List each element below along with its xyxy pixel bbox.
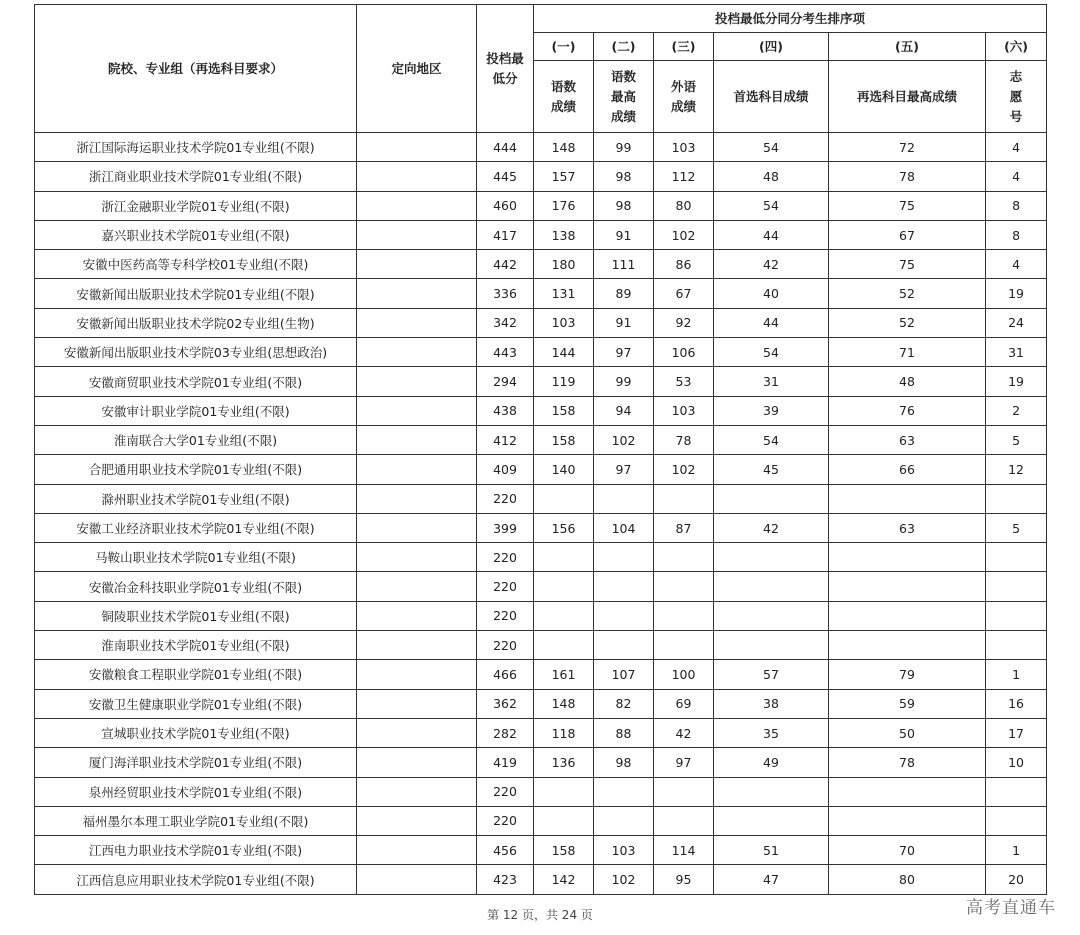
score-cell: 220: [477, 572, 534, 601]
header-sub-num: (一): [534, 33, 594, 61]
rank4-cell: 42: [714, 513, 829, 542]
rank1-cell: [534, 572, 594, 601]
table-row: [35, 865, 1047, 894]
rank3-cell: [654, 484, 714, 513]
rank3-cell: 112: [654, 162, 714, 191]
header-sub-label: 再选科目最高成绩: [829, 61, 986, 133]
rank1-cell: 144: [534, 338, 594, 367]
rank1-cell: 158: [534, 836, 594, 865]
rank6-cell: 19: [986, 279, 1047, 308]
score-cell: 220: [477, 484, 534, 513]
rank2-cell: 98: [594, 162, 654, 191]
region-cell: [357, 777, 477, 806]
score-cell: 466: [477, 660, 534, 689]
rank4-cell: 38: [714, 689, 829, 718]
score-cell: 362: [477, 689, 534, 718]
rank5-cell: [829, 543, 986, 572]
page-footer: 第 12 页，共 24 页: [487, 908, 593, 922]
table-row: [35, 133, 1047, 162]
school-cell: 浙江商业职业技术学院01专业组(不限): [35, 162, 357, 191]
table-row: [35, 220, 1047, 249]
rank5-cell: [829, 572, 986, 601]
rank4-cell: 47: [714, 865, 829, 894]
rank3-cell: 103: [654, 396, 714, 425]
watermark: 高考直通车: [966, 898, 1056, 918]
rank4-cell: 42: [714, 250, 829, 279]
table-row: [35, 543, 1047, 572]
score-cell: 442: [477, 250, 534, 279]
table-row: [35, 689, 1047, 718]
table-row: [35, 484, 1047, 513]
score-cell: 444: [477, 133, 534, 162]
rank5-cell: 72: [829, 133, 986, 162]
table-row: [35, 836, 1047, 865]
school-cell: 淮南职业技术学院01专业组(不限): [35, 631, 357, 660]
header-sub-num: (四): [714, 33, 829, 61]
rank1-cell: [534, 543, 594, 572]
school-cell: 合肥通用职业技术学院01专业组(不限): [35, 455, 357, 484]
rank6-cell: 5: [986, 513, 1047, 542]
rank1-cell: [534, 806, 594, 835]
rank6-cell: 16: [986, 689, 1047, 718]
header-school: 院校、专业组（再选科目要求）: [35, 5, 357, 133]
rank1-cell: 119: [534, 367, 594, 396]
rank5-cell: 63: [829, 425, 986, 454]
school-cell: 安徽卫生健康职业学院01专业组(不限): [35, 689, 357, 718]
rank1-cell: [534, 631, 594, 660]
rank2-cell: [594, 631, 654, 660]
rank1-cell: 180: [534, 250, 594, 279]
rank4-cell: [714, 543, 829, 572]
rank4-cell: [714, 631, 829, 660]
rank3-cell: [654, 572, 714, 601]
header-sub-num: (六): [986, 33, 1047, 61]
rank5-cell: [829, 631, 986, 660]
rank1-cell: 103: [534, 308, 594, 337]
rank4-cell: 45: [714, 455, 829, 484]
rank3-cell: 78: [654, 425, 714, 454]
school-cell: 泉州经贸职业技术学院01专业组(不限): [35, 777, 357, 806]
region-cell: [357, 836, 477, 865]
school-cell: 安徽新闻出版职业技术学院03专业组(思想政治): [35, 338, 357, 367]
header-sub-label: 语数最高成绩: [594, 61, 654, 133]
rank3-cell: [654, 631, 714, 660]
region-cell: [357, 133, 477, 162]
table-row: [35, 572, 1047, 601]
score-cell: 423: [477, 865, 534, 894]
rank1-cell: 176: [534, 191, 594, 220]
rank6-cell: 2: [986, 396, 1047, 425]
rank2-cell: 107: [594, 660, 654, 689]
rank4-cell: 54: [714, 425, 829, 454]
score-cell: 294: [477, 367, 534, 396]
table-row: [35, 631, 1047, 660]
rank4-cell: 39: [714, 396, 829, 425]
region-cell: [357, 220, 477, 249]
rank5-cell: 52: [829, 279, 986, 308]
rank2-cell: 97: [594, 455, 654, 484]
region-cell: [357, 631, 477, 660]
rank5-cell: 75: [829, 250, 986, 279]
rank6-cell: 5: [986, 425, 1047, 454]
rank3-cell: 103: [654, 133, 714, 162]
table-row: [35, 396, 1047, 425]
rank4-cell: 40: [714, 279, 829, 308]
rank3-cell: [654, 601, 714, 630]
rank4-cell: 54: [714, 191, 829, 220]
rank3-cell: 53: [654, 367, 714, 396]
rank3-cell: 95: [654, 865, 714, 894]
rank2-cell: [594, 806, 654, 835]
rank3-cell: 67: [654, 279, 714, 308]
rank6-cell: 1: [986, 836, 1047, 865]
header-sub-num: (三): [654, 33, 714, 61]
rank2-cell: 102: [594, 865, 654, 894]
school-cell: 浙江国际海运职业技术学院01专业组(不限): [35, 133, 357, 162]
rank1-cell: 158: [534, 425, 594, 454]
rank2-cell: 111: [594, 250, 654, 279]
rank5-cell: 70: [829, 836, 986, 865]
rank4-cell: [714, 777, 829, 806]
rank2-cell: [594, 572, 654, 601]
header-sub-label: 语数成绩: [534, 61, 594, 133]
rank1-cell: 148: [534, 133, 594, 162]
rank1-cell: 136: [534, 748, 594, 777]
rank4-cell: 54: [714, 338, 829, 367]
rank6-cell: 12: [986, 455, 1047, 484]
rank4-cell: 48: [714, 162, 829, 191]
table-row: [35, 513, 1047, 542]
region-cell: [357, 543, 477, 572]
region-cell: [357, 513, 477, 542]
rank3-cell: 102: [654, 220, 714, 249]
score-cell: 342: [477, 308, 534, 337]
region-cell: [357, 572, 477, 601]
rank4-cell: 35: [714, 718, 829, 747]
region-cell: [357, 806, 477, 835]
rank5-cell: 76: [829, 396, 986, 425]
rank3-cell: 106: [654, 338, 714, 367]
rank5-cell: 66: [829, 455, 986, 484]
score-cell: 220: [477, 777, 534, 806]
rank1-cell: 156: [534, 513, 594, 542]
header-sub-num: (二): [594, 33, 654, 61]
rank3-cell: 87: [654, 513, 714, 542]
rank2-cell: 104: [594, 513, 654, 542]
rank1-cell: 158: [534, 396, 594, 425]
rank5-cell: 67: [829, 220, 986, 249]
score-cell: 412: [477, 425, 534, 454]
score-cell: 220: [477, 601, 534, 630]
rank6-cell: 1: [986, 660, 1047, 689]
rank6-cell: [986, 806, 1047, 835]
table-row: [35, 308, 1047, 337]
score-cell: 220: [477, 806, 534, 835]
header-sub-label: 首选科目成绩: [714, 61, 829, 133]
rank2-cell: [594, 777, 654, 806]
rank6-cell: 17: [986, 718, 1047, 747]
rank1-cell: 131: [534, 279, 594, 308]
score-cell: 336: [477, 279, 534, 308]
rank6-cell: 10: [986, 748, 1047, 777]
rank2-cell: 94: [594, 396, 654, 425]
rank3-cell: [654, 777, 714, 806]
school-cell: 厦门海洋职业技术学院01专业组(不限): [35, 748, 357, 777]
rank5-cell: 71: [829, 338, 986, 367]
region-cell: [357, 191, 477, 220]
rank5-cell: 79: [829, 660, 986, 689]
rank2-cell: 102: [594, 425, 654, 454]
score-cell: 456: [477, 836, 534, 865]
rank3-cell: [654, 806, 714, 835]
rank5-cell: 80: [829, 865, 986, 894]
rank1-cell: 161: [534, 660, 594, 689]
rank2-cell: 82: [594, 689, 654, 718]
region-cell: [357, 689, 477, 718]
rank3-cell: 97: [654, 748, 714, 777]
rank6-cell: 19: [986, 367, 1047, 396]
table-row: [35, 367, 1047, 396]
school-cell: 福州墨尔本理工职业学院01专业组(不限): [35, 806, 357, 835]
school-cell: 淮南联合大学01专业组(不限): [35, 425, 357, 454]
table-row: [35, 162, 1047, 191]
rank4-cell: 51: [714, 836, 829, 865]
rank4-cell: 44: [714, 220, 829, 249]
rank2-cell: 103: [594, 836, 654, 865]
admission-score-table: [34, 4, 1047, 895]
score-cell: 460: [477, 191, 534, 220]
rank2-cell: 98: [594, 191, 654, 220]
rank1-cell: 142: [534, 865, 594, 894]
score-cell: 220: [477, 543, 534, 572]
rank5-cell: 75: [829, 191, 986, 220]
school-cell: 浙江金融职业学院01专业组(不限): [35, 191, 357, 220]
region-cell: [357, 425, 477, 454]
region-cell: [357, 601, 477, 630]
rank2-cell: 91: [594, 308, 654, 337]
rank6-cell: [986, 777, 1047, 806]
rank3-cell: 86: [654, 250, 714, 279]
school-cell: 江西信息应用职业技术学院01专业组(不限): [35, 865, 357, 894]
school-cell: 宣城职业技术学院01专业组(不限): [35, 718, 357, 747]
rank1-cell: 140: [534, 455, 594, 484]
rank3-cell: 114: [654, 836, 714, 865]
score-cell: 438: [477, 396, 534, 425]
region-cell: [357, 250, 477, 279]
table-row: [35, 660, 1047, 689]
rank6-cell: 20: [986, 865, 1047, 894]
header-sort-title: 投档最低分同分考生排序项: [534, 5, 1047, 33]
region-cell: [357, 718, 477, 747]
school-cell: 安徽冶金科技职业学院01专业组(不限): [35, 572, 357, 601]
school-cell: 安徽粮食工程职业学院01专业组(不限): [35, 660, 357, 689]
region-cell: [357, 484, 477, 513]
score-cell: 282: [477, 718, 534, 747]
rank6-cell: [986, 484, 1047, 513]
rank5-cell: [829, 484, 986, 513]
rank5-cell: 78: [829, 748, 986, 777]
region-cell: [357, 660, 477, 689]
score-cell: 445: [477, 162, 534, 191]
header-sub-label: 外语成绩: [654, 61, 714, 133]
score-cell: 417: [477, 220, 534, 249]
region-cell: [357, 162, 477, 191]
table-row: [35, 455, 1047, 484]
school-cell: 安徽新闻出版职业技术学院02专业组(生物): [35, 308, 357, 337]
table-row: [35, 338, 1047, 367]
score-cell: 409: [477, 455, 534, 484]
region-cell: [357, 748, 477, 777]
rank3-cell: 102: [654, 455, 714, 484]
rank4-cell: [714, 806, 829, 835]
table-row: [35, 601, 1047, 630]
rank1-cell: [534, 601, 594, 630]
table-row: [35, 748, 1047, 777]
score-cell: 399: [477, 513, 534, 542]
table-row: [35, 425, 1047, 454]
region-cell: [357, 279, 477, 308]
rank2-cell: [594, 484, 654, 513]
rank6-cell: 4: [986, 162, 1047, 191]
table-row: [35, 279, 1047, 308]
rank3-cell: [654, 543, 714, 572]
rank5-cell: 59: [829, 689, 986, 718]
rank3-cell: 92: [654, 308, 714, 337]
rank2-cell: [594, 601, 654, 630]
school-cell: 马鞍山职业技术学院01专业组(不限): [35, 543, 357, 572]
region-cell: [357, 455, 477, 484]
region-cell: [357, 396, 477, 425]
table-row: [35, 806, 1047, 835]
rank6-cell: [986, 631, 1047, 660]
table-row: [35, 191, 1047, 220]
rank5-cell: [829, 806, 986, 835]
rank2-cell: 98: [594, 748, 654, 777]
school-cell: 嘉兴职业技术学院01专业组(不限): [35, 220, 357, 249]
rank1-cell: 138: [534, 220, 594, 249]
header-sub-num: (五): [829, 33, 986, 61]
rank4-cell: 49: [714, 748, 829, 777]
rank5-cell: [829, 601, 986, 630]
rank2-cell: 89: [594, 279, 654, 308]
rank1-cell: [534, 777, 594, 806]
rank1-cell: 157: [534, 162, 594, 191]
region-cell: [357, 865, 477, 894]
score-cell: 419: [477, 748, 534, 777]
table-row: [35, 250, 1047, 279]
rank6-cell: [986, 572, 1047, 601]
rank2-cell: 97: [594, 338, 654, 367]
rank2-cell: [594, 543, 654, 572]
rank2-cell: 99: [594, 367, 654, 396]
score-cell: 220: [477, 631, 534, 660]
rank4-cell: 54: [714, 133, 829, 162]
school-cell: 安徽工业经济职业技术学院01专业组(不限): [35, 513, 357, 542]
rank6-cell: 8: [986, 191, 1047, 220]
score-cell: 443: [477, 338, 534, 367]
school-cell: 铜陵职业技术学院01专业组(不限): [35, 601, 357, 630]
rank5-cell: [829, 777, 986, 806]
rank4-cell: 44: [714, 308, 829, 337]
school-cell: 安徽中医药高等专科学校01专业组(不限): [35, 250, 357, 279]
rank3-cell: 100: [654, 660, 714, 689]
rank5-cell: 78: [829, 162, 986, 191]
rank5-cell: 50: [829, 718, 986, 747]
rank3-cell: 80: [654, 191, 714, 220]
school-cell: 安徽商贸职业技术学院01专业组(不限): [35, 367, 357, 396]
rank2-cell: 88: [594, 718, 654, 747]
rank6-cell: 4: [986, 250, 1047, 279]
rank3-cell: 42: [654, 718, 714, 747]
rank2-cell: 99: [594, 133, 654, 162]
table-row: [35, 777, 1047, 806]
rank5-cell: 48: [829, 367, 986, 396]
header-sub-label: 志愿号: [986, 61, 1047, 133]
rank5-cell: 52: [829, 308, 986, 337]
rank3-cell: 69: [654, 689, 714, 718]
rank6-cell: 24: [986, 308, 1047, 337]
rank4-cell: 57: [714, 660, 829, 689]
rank5-cell: 63: [829, 513, 986, 542]
header-min-score: 投档最低分: [477, 5, 534, 133]
rank4-cell: [714, 484, 829, 513]
rank6-cell: [986, 543, 1047, 572]
rank1-cell: 148: [534, 689, 594, 718]
region-cell: [357, 338, 477, 367]
region-cell: [357, 308, 477, 337]
rank6-cell: 4: [986, 133, 1047, 162]
rank1-cell: 118: [534, 718, 594, 747]
header-region: 定向地区: [357, 5, 477, 133]
school-cell: 江西电力职业技术学院01专业组(不限): [35, 836, 357, 865]
rank1-cell: [534, 484, 594, 513]
rank2-cell: 91: [594, 220, 654, 249]
table-row: [35, 718, 1047, 747]
rank4-cell: [714, 572, 829, 601]
rank6-cell: [986, 601, 1047, 630]
school-cell: 安徽审计职业学院01专业组(不限): [35, 396, 357, 425]
rank4-cell: 31: [714, 367, 829, 396]
rank6-cell: 8: [986, 220, 1047, 249]
school-cell: 滁州职业技术学院01专业组(不限): [35, 484, 357, 513]
rank6-cell: 31: [986, 338, 1047, 367]
school-cell: 安徽新闻出版职业技术学院01专业组(不限): [35, 279, 357, 308]
rank4-cell: [714, 601, 829, 630]
region-cell: [357, 367, 477, 396]
